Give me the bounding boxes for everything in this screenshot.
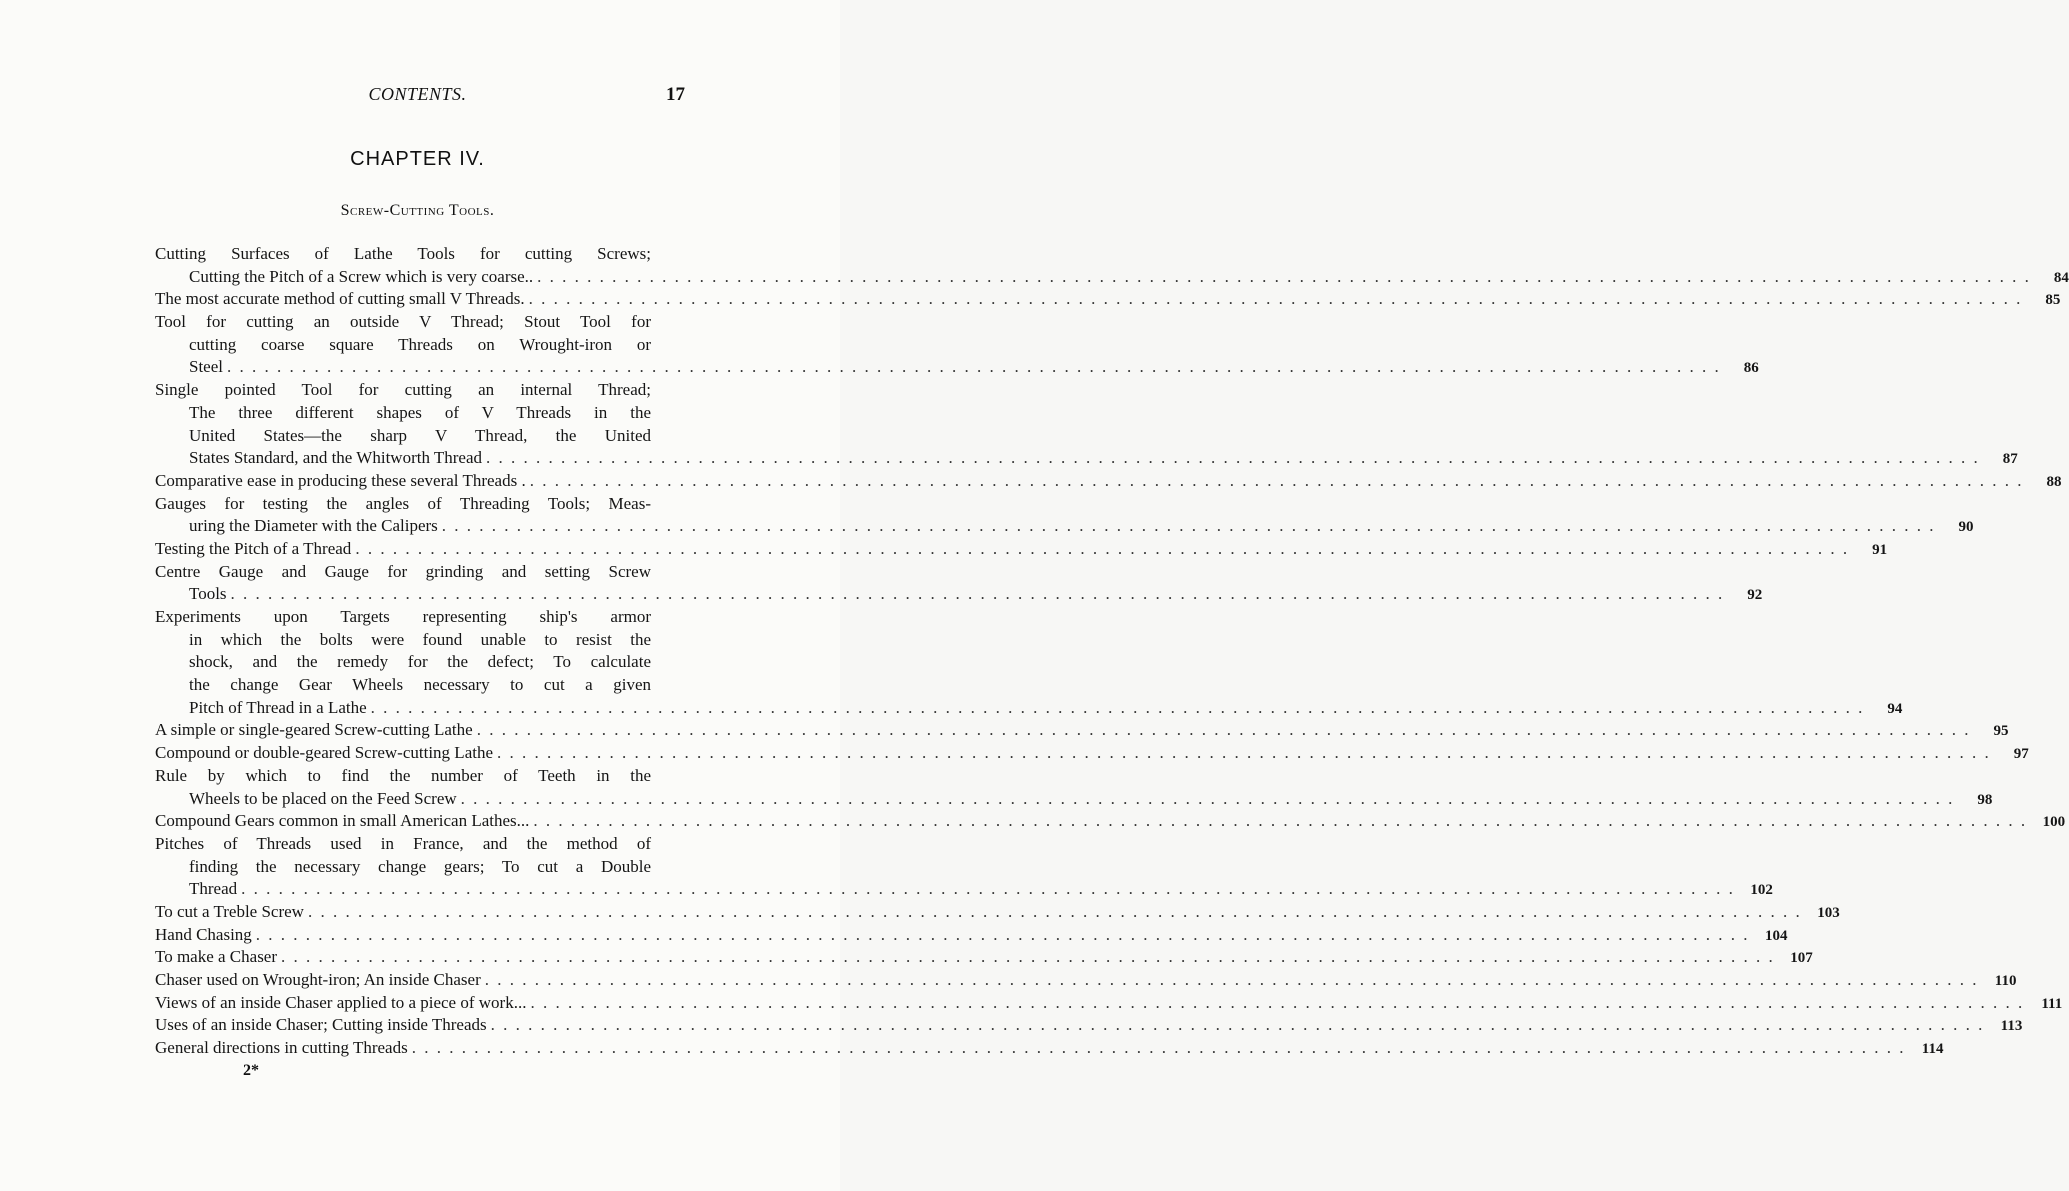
entry-page-number: 87 [2002, 451, 2018, 468]
entry-page-number: 85 [2045, 292, 2061, 309]
contents-entry [155, 765, 1993, 810]
contents-entry [155, 946, 1813, 969]
entry-line [155, 810, 2066, 833]
entry-line [155, 674, 685, 697]
entry-line [155, 538, 1888, 561]
entry-text: Tools [189, 584, 227, 604]
contents-entry [155, 810, 2066, 833]
entry-line [155, 629, 685, 652]
entry-text: Chaser used on Wrought-iron; An inside Chaser [155, 970, 481, 989]
dot-leader: . . . . . . . . . . . . . . . . . . . . . . . . . . . . . . . . . . . . . . . . . . . . . . . . . . . . . . . . . . . . . . . . . . . . . . . . . . . . . . . . . . . . . . . . . . . . . . . . . . . . . . . . . . . . . . . . . . . . . . . . [484, 970, 1979, 989]
entry-page-number: 114 [1921, 1041, 1944, 1058]
entry-text: Cutting Surfaces of Lathe Tools for cutting Screws; [155, 244, 651, 263]
entry-line [155, 583, 1763, 606]
dot-leader: . . . . . . . . . . . . . . . . . . . . . . . . . . . . . . . . . . . . . . . . . . . . . . . . . . . . . . . . . . . . . . . . . . . . . . . . . . . . . . . . . . . . . . . . . . . . . . . . . . . . . . . . . . . . . . . . . . . . . . . . [528, 289, 2023, 309]
entry-page-number: 107 [1790, 950, 1813, 967]
contents-entry [155, 243, 2069, 288]
entry-text: Pitch of Thread in a Lathe [189, 697, 367, 717]
dot-leader: . . . . . . . . . . . . . . . . . . . . . . . . . . . . . . . . . . . . . . . . . . . . . . . . . . . . . . . . . . . . . . . . . . . . . . . . . . . . . . . . . . . . . . . . . . . . . . . . . . . . . . . . . . . . . . . . . . . . . . . . [241, 879, 1735, 899]
entry-text: Testing the Pitch of a Thread [155, 538, 352, 558]
entry-text: shock, and the remedy for the defect; To calculate [189, 652, 651, 672]
entry-page-number: 98 [1977, 791, 1993, 808]
entry-line [155, 561, 685, 584]
entry-line [155, 243, 685, 266]
entry-page-number: 88 [2046, 473, 2062, 490]
entry-page-number: 84 [2053, 269, 2069, 286]
entry-line [155, 1014, 2023, 1037]
entry-page-number: 92 [1747, 587, 1763, 604]
dot-leader: . . . . . . . . . . . . . . . . . . . . . . . . . . . . . . . . . . . . . . . . . . . . . . . . . . . . . . . . . . . . . . . . . . . . . . . . . . . . . . . . . . . . . . . . . . . . . . . . . . . . . . . . . . . . . . . . . . . . . . . . [486, 448, 1980, 468]
entry-text: Single pointed Tool for cutting an internal Thread; [155, 380, 651, 400]
entry-text: To make a Chaser [155, 947, 278, 967]
entry-text: Centre Gauge and Gauge for grinding and setting Screw [155, 561, 651, 581]
entry-text: cutting coarse square Threads on Wrought-iron or [189, 334, 651, 354]
entry-text: Rule by which to find the number of Teeth in the [155, 765, 651, 785]
entry-text: Wheels to be placed on the Feed Screw [189, 788, 457, 808]
entry-text: Uses of an inside Chaser; Cutting inside Threads [155, 1015, 487, 1035]
contents-entry [155, 719, 2009, 742]
entry-line [155, 924, 1788, 947]
contents-entry [155, 493, 1974, 538]
entry-line [155, 379, 685, 402]
entry-line [155, 402, 685, 425]
contents-entry [155, 379, 2018, 470]
entry-text: in which the bolts were found unable to resist the [189, 629, 651, 649]
page-number: 17 [666, 84, 685, 105]
dot-leader: . . . . . . . . . . . . . . . . . . . . . . . . . . . . . . . . . . . . . . . . . . . . . . . . . . . . . . . . . . . . . . . . . . . . . . . . . . . . . . . . . . . . . . . . . . . . . . . . . . . . . . . . . . . . . . . . . . . . . . . . [529, 470, 2024, 490]
entry-text: the change Gear Wheels necessary to cut a given [189, 675, 651, 695]
entry-text: Compound Gears common in small American Lathes... [155, 811, 530, 831]
entry-line [155, 311, 685, 334]
entry-line [155, 742, 2029, 765]
entry-page-number: 86 [1743, 360, 1759, 377]
contents-entry [155, 470, 2062, 493]
contents-entry [155, 538, 1888, 561]
entry-text: finding the necessary change gears; To cut a Double [189, 856, 651, 876]
dot-leader: . . . . . . . . . . . . . . . . . . . . . . . . . . . . . . . . . . . . . . . . . . . . . . . . . . . . . . . . . . . . . . . . . . . . . . . . . . . . . . . . . . . . . . . . . . . . . . . . . . . . . . . . . . . . . . . . . . . . . . . . [497, 743, 1991, 763]
dot-leader: . . . . . . . . . . . . . . . . . . . . . . . . . . . . . . . . . . . . . . . . . . . . . . . . . . . . . . . . . . . . . . . . . . . . . . . . . . . . . . . . . . . . . . . . . . . . . . . . . . . . . . . . . . . . . . . . . . . . . . . . [533, 811, 2028, 831]
entry-text: To cut a Treble Screw [155, 901, 304, 921]
dot-leader: . . . . . . . . . . . . . . . . . . . . . . . . . . . . . . . . . . . . . . . . . . . . . . . . . . . . . . . . . . . . . . . . . . . . . . . . . . . . . . . . . . . . . . . . . . . . . . . . . . . . . . . . . . . . . . . . . . . . . . . . [307, 901, 1802, 921]
entry-page-number: 97 [2013, 746, 2029, 763]
entry-line [155, 788, 1993, 811]
entry-line [155, 447, 2018, 470]
entry-line [155, 288, 2061, 311]
entry-text: The most accurate method of cutting small V Threads. [155, 289, 525, 309]
running-title: CONTENTS. [368, 84, 467, 104]
entry-line [155, 856, 685, 879]
entry-page-number: 113 [2000, 1018, 2023, 1035]
contents-entry [155, 969, 2017, 992]
entry-text: Experiments upon Targets representing ship's armor [155, 607, 651, 626]
entry-line [155, 1037, 1944, 1060]
entry-text: The three different shapes of V Threads in the [189, 402, 651, 422]
entry-text: Cutting the Pitch of a Screw which is very coarse.. [189, 266, 534, 286]
entry-text: Gauges for testing the angles of Threading Tools; Meas- [155, 493, 651, 513]
entry-line [155, 992, 2063, 1015]
entry-text: Tool for cutting an outside V Thread; Stout Tool for [155, 312, 651, 332]
contents-entry [155, 1037, 1944, 1060]
entry-text: States Standard, and the Whitworth Thread [189, 448, 483, 468]
dot-leader: . . . . . . . . . . . . . . . . . . . . . . . . . . . . . . . . . . . . . . . . . . . . . . . . . . . . . . . . . . . . . . . . . . . . . . . . . . . . . . . . . . . . . . . . . . . . . . . . . . . . . . . . . . . . . . . . . . . . . . . . [281, 947, 1775, 967]
entry-page-number: 104 [1765, 927, 1788, 944]
entry-page-number: 111 [2041, 995, 2063, 1012]
entry-line [155, 697, 1903, 720]
contents-entry [155, 311, 1759, 379]
contents-entry [155, 606, 1903, 719]
contents-entry [155, 561, 1763, 606]
entry-text: United States—the sharp V Thread, the United [189, 425, 651, 445]
entry-text: Steel [189, 357, 223, 377]
entry-text: Compound or double-geared Screw-cutting Lathe [155, 743, 494, 763]
signature-mark: 2* [243, 1062, 259, 1079]
entry-text: Views of an inside Chaser applied to a piece of work... [155, 992, 527, 1012]
entry-line [155, 651, 685, 674]
entry-line [155, 765, 685, 788]
contents-entry [155, 742, 2029, 765]
entry-line [155, 493, 685, 516]
entry-page-number: 110 [1994, 973, 2017, 989]
dot-leader: . . . . . . . . . . . . . . . . . . . . . . . . . . . . . . . . . . . . . . . . . . . . . . . . . . . . . . . . . . . . . . . . . . . . . . . . . . . . . . . . . . . . . . . . . . . . . . . . . . . . . . . . . . . . . . . . . . . . . . . . [411, 1038, 1906, 1058]
contents-entry [155, 992, 2063, 1015]
entry-line [155, 833, 685, 856]
entry-line [155, 969, 2017, 992]
entry-line [155, 878, 1773, 901]
dot-leader: . . . . . . . . . . . . . . . . . . . . . . . . . . . . . . . . . . . . . . . . . . . . . . . . . . . . . . . . . . . . . . . . . . . . . . . . . . . . . . . . . . . . . . . . . . . . . . . . . . . . . . . . . . . . . . . . . . . . . . . . [530, 992, 2025, 1012]
entry-line [155, 266, 2069, 289]
entry-page-number: 95 [1993, 723, 2009, 740]
dot-leader: . . . . . . . . . . . . . . . . . . . . . . . . . . . . . . . . . . . . . . . . . . . . . . . . . . . . . . . . . . . . . . . . . . . . . . . . . . . . . . . . . . . . . . . . . . . . . . . . . . . . . . . . . . . . . . . . . . . . . . . . [490, 1015, 1985, 1035]
entry-line [155, 425, 685, 448]
entry-page-number: 90 [1958, 519, 1974, 536]
contents-entry [155, 833, 1773, 901]
entry-line [155, 901, 1840, 924]
section-heading: Screw-Cutting Tools. [340, 202, 495, 219]
entry-text: Pitches of Threads used in France, and the method of [155, 833, 651, 853]
dot-leader: . . . . . . . . . . . . . . . . . . . . . . . . . . . . . . . . . . . . . . . . . . . . . . . . . . . . . . . . . . . . . . . . . . . . . . . . . . . . . . . . . . . . . . . . . . . . . . . . . . . . . . . . . . . . . . . . . . . . . . . . [476, 720, 1971, 740]
entry-text: Thread [189, 879, 238, 899]
entry-line [155, 356, 1759, 379]
entry-line [155, 946, 1813, 969]
contents-entry [155, 288, 2061, 311]
entry-text: General directions in cutting Threads [155, 1038, 408, 1058]
entry-text: uring the Diameter with the Calipers [189, 516, 438, 536]
entry-text: Comparative ease in producing these several Threads . [155, 470, 526, 490]
entry-text: Hand Chasing [155, 924, 252, 944]
contents-entry [155, 1014, 2023, 1037]
dot-leader: . . . . . . . . . . . . . . . . . . . . . . . . . . . . . . . . . . . . . . . . . . . . . . . . . . . . . . . . . . . . . . . . . . . . . . . . . . . . . . . . . . . . . . . . . . . . . . . . . . . . . . . . . . . . . . . . . . . . . . . . [230, 584, 1725, 604]
dot-leader: . . . . . . . . . . . . . . . . . . . . . . . . . . . . . . . . . . . . . . . . . . . . . . . . . . . . . . . . . . . . . . . . . . . . . . . . . . . . . . . . . . . . . . . . . . . . . . . . . . . . . . . . . . . . . . . . . . . . . . . . [441, 516, 1936, 536]
entry-page-number: 94 [1887, 700, 1903, 717]
entry-text: A simple or single-geared Screw-cutting Lathe [155, 720, 473, 740]
entry-page-number: 103 [1817, 904, 1840, 921]
dot-leader: . . . . . . . . . . . . . . . . . . . . . . . . . . . . . . . . . . . . . . . . . . . . . . . . . . . . . . . . . . . . . . . . . . . . . . . . . . . . . . . . . . . . . . . . . . . . . . . . . . . . . . . . . . . . . . . . . . . . . . . . [370, 697, 1865, 717]
dot-leader: . . . . . . . . . . . . . . . . . . . . . . . . . . . . . . . . . . . . . . . . . . . . . . . . . . . . . . . . . . . . . . . . . . . . . . . . . . . . . . . . . . . . . . . . . . . . . . . . . . . . . . . . . . . . . . . . . . . . . . . . [255, 924, 1750, 944]
dot-leader: . . . . . . . . . . . . . . . . . . . . . . . . . . . . . . . . . . . . . . . . . . . . . . . . . . . . . . . . . . . . . . . . . . . . . . . . . . . . . . . . . . . . . . . . . . . . . . . . . . . . . . . . . . . . . . . . . . . . . . . . [227, 357, 1721, 377]
entry-line [155, 470, 2062, 493]
entry-line [155, 515, 1974, 538]
contents-entry [155, 924, 1788, 947]
entry-page-number: 91 [1872, 541, 1888, 558]
dot-leader: . . . . . . . . . . . . . . . . . . . . . . . . . . . . . . . . . . . . . . . . . . . . . . . . . . . . . . . . . . . . . . . . . . . . . . . . . . . . . . . . . . . . . . . . . . . . . . . . . . . . . . . . . . . . . . . . . . . . . . . . [537, 266, 2031, 286]
contents-entry [155, 901, 1840, 924]
dot-leader: . . . . . . . . . . . . . . . . . . . . . . . . . . . . . . . . . . . . . . . . . . . . . . . . . . . . . . . . . . . . . . . . . . . . . . . . . . . . . . . . . . . . . . . . . . . . . . . . . . . . . . . . . . . . . . . . . . . . . . . . [355, 538, 1850, 558]
chapter-heading: CHAPTER IV. [350, 148, 485, 170]
entry-page-number: 100 [2042, 814, 2066, 831]
dot-leader: . . . . . . . . . . . . . . . . . . . . . . . . . . . . . . . . . . . . . . . . . . . . . . . . . . . . . . . . . . . . . . . . . . . . . . . . . . . . . . . . . . . . . . . . . . . . . . . . . . . . . . . . . . . . . . . . . . . . . . . . [460, 788, 1955, 808]
entry-line [155, 334, 685, 357]
entry-page-number: 102 [1750, 882, 1773, 899]
entry-line [155, 606, 685, 629]
contents-list [155, 243, 2069, 1060]
entry-line [155, 719, 2009, 742]
running-header [150, 84, 685, 108]
